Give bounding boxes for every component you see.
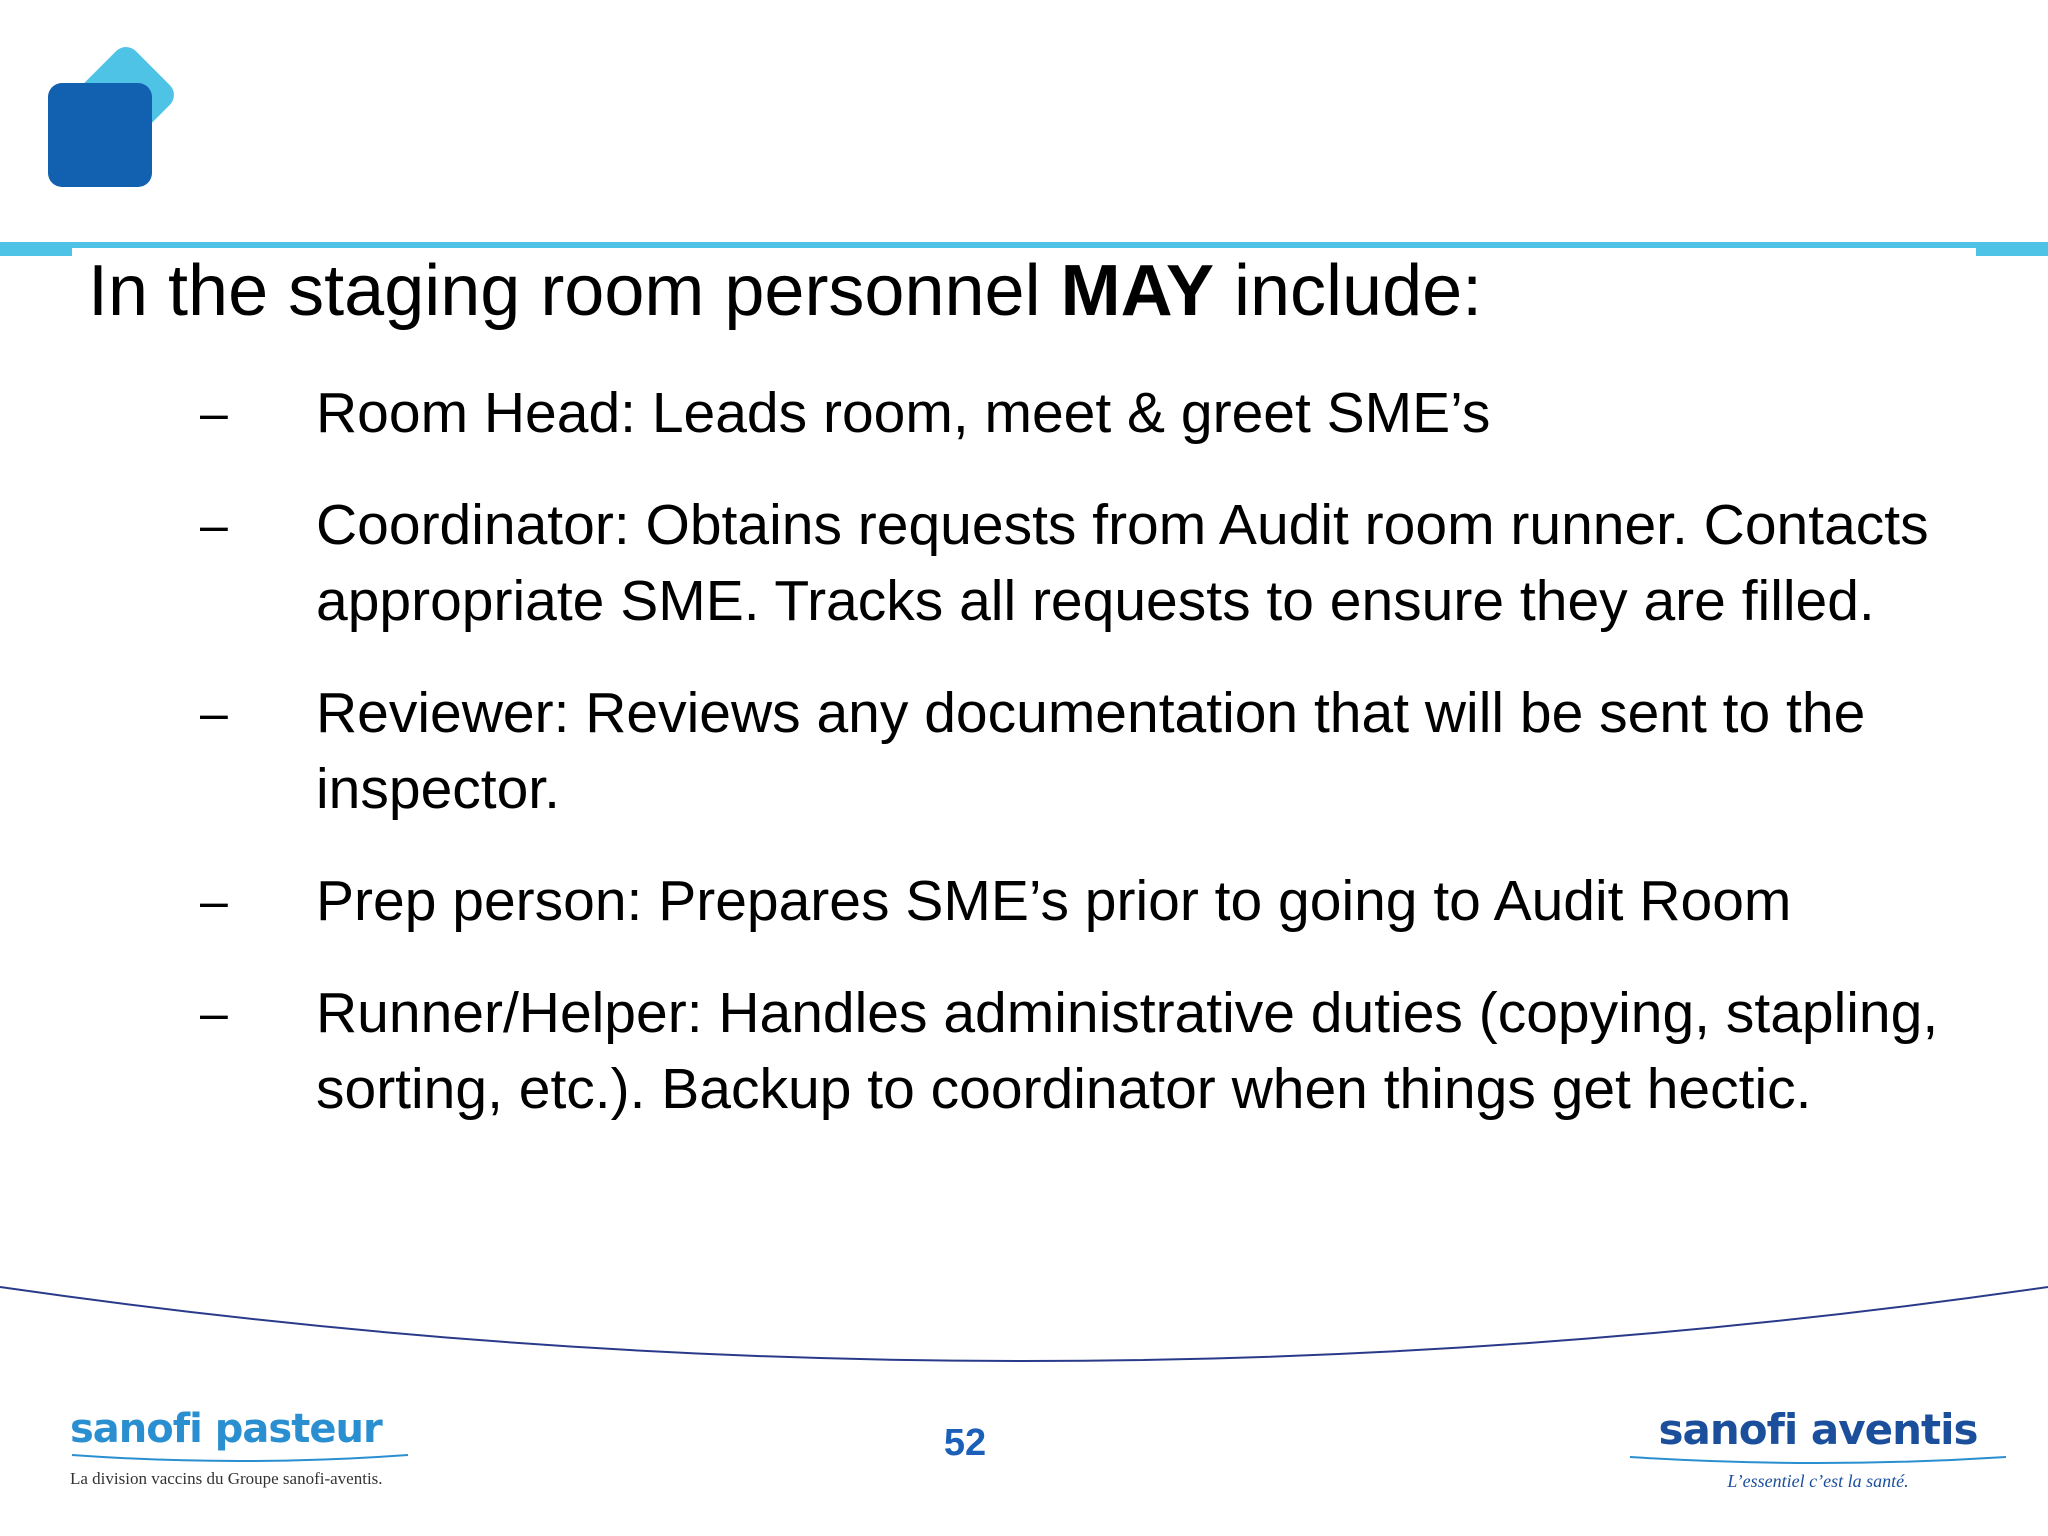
bullet-dash: – [200,385,228,441]
rounded-squares-icon [40,45,190,195]
list-item [200,375,1980,451]
bullet-list [200,375,1980,1163]
logo-square-dark [48,83,152,187]
slide-title [88,248,1482,334]
title-text-start: In the staging room personnel [88,251,1061,331]
title-text-end: include: [1214,251,1483,331]
bullet-dash: – [200,685,228,741]
bullet-text: Room Head: Leads room, meet & greet SME’s [316,381,1491,445]
bullet-text: Reviewer: Reviews any documentation that will be sent to the inspector. [316,681,1866,821]
bullet-dash: – [200,985,228,1041]
footer-curve [0,1275,2048,1385]
bullet-text: Runner/Helper: Handles administrative duties (copying, stapling, sorting, etc.). Backup to coordinator when things get hectic. [316,981,1939,1121]
title-emphasis: MAY [1060,251,1214,331]
bullet-dash: – [200,873,228,929]
left-logo-tagline: La division vaccins du Groupe sanofi-aventis. [70,1469,383,1488]
left-logo-wordmark: sanofi pasteur [70,1406,382,1452]
sanofi-pasteur-logo [70,1405,410,1489]
list-item [200,975,1980,1127]
list-item [200,487,1980,639]
left-logo-swoosh [70,1453,410,1465]
list-item [200,675,1980,827]
right-logo-tagline: L’essentiel c’est la santé. [1727,1471,1909,1491]
bullet-text: Coordinator: Obtains requests from Audit room runner. Contacts appropriate SME. Tracks all requests to ensure they are filled. [316,493,1929,633]
page-number: 52 [943,1422,987,1464]
bullet-dash: – [200,497,228,553]
right-logo-wordmark: sanofi aventis [1658,1405,1978,1454]
list-item [200,863,1980,939]
bullet-text: Prep person: Prepares SME’s prior to going to Audit Room [316,869,1792,933]
right-logo-swoosh [1628,1455,2008,1467]
sanofi-aventis-logo [1628,1405,2008,1492]
